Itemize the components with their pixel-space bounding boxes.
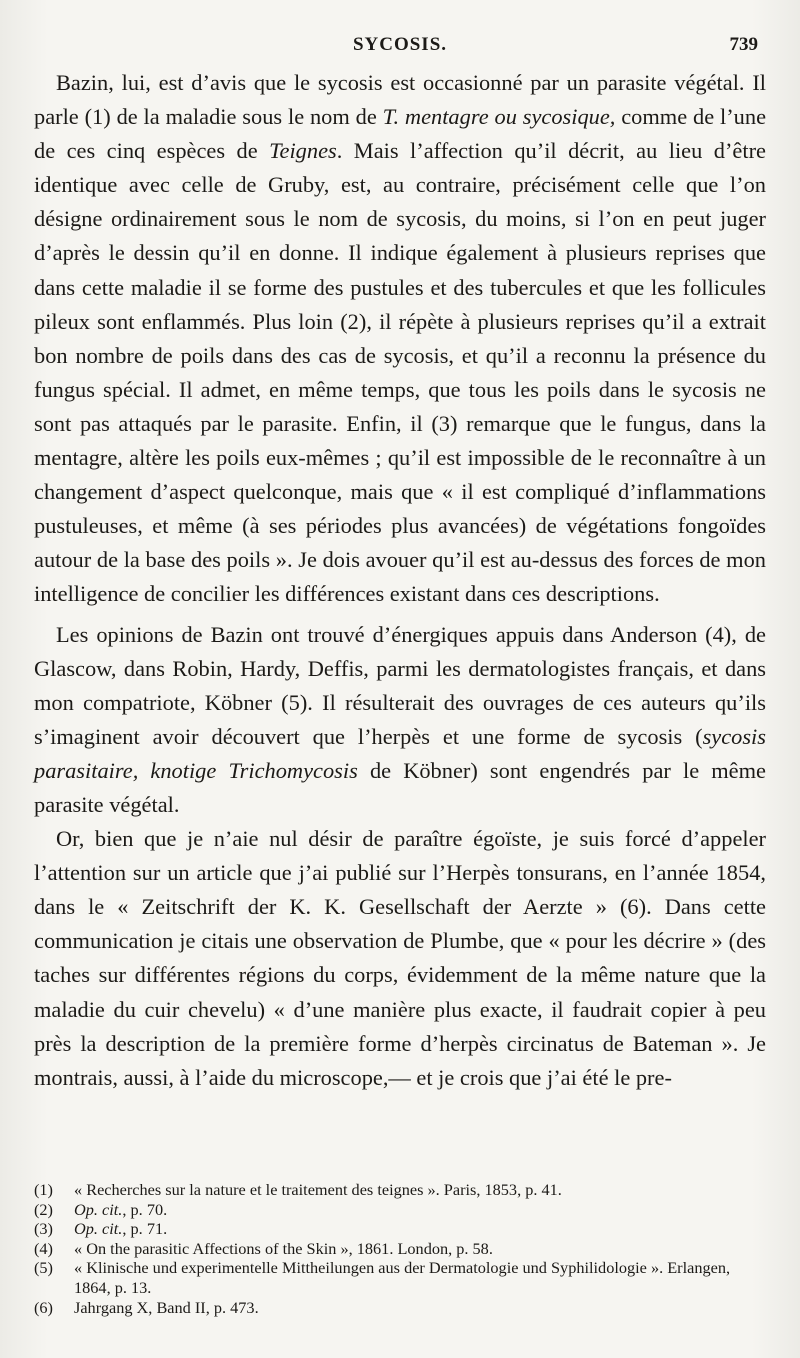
footnote-6-number: (6) [34,1297,53,1317]
paragraph-1-part-2: comme de l’une de ces cinq espèces de [34,104,767,164]
paragraph-2 [34,618,766,823]
footnote-1-number: (1) [34,1180,53,1199]
footnote-1-text: « Recherches sur la nature et le traitement des teignes ». Paris, 1853, p. 41. [74,1180,562,1199]
page-number: 739 [729,34,758,55]
footnote-5 [34,1258,766,1297]
footnote-2 [34,1200,766,1220]
running-title: SYCOSIS. [352,34,448,55]
body-text [34,66,766,1095]
footnote-5-number: (5) [34,1258,53,1278]
paragraph-2-part-1: Les opinions de Bazin ont trouvé d’énergiques appuis dans Anderson (4), de Glascow, dans Robin, Hardy, Deffis, parmi les dermatologistes français, et dans mon compatriote, Köbner (5). Il résulterait des ouvrages de ces auteurs qu’ils s’imaginent avoir découvert que l’herpès et une forme de sycosis ( [34,621,766,749]
footnote-4-text: « On the parasitic Affections of the Skin », 1861. London, p. 58. [74,1238,493,1258]
footnote-5-text: « Klinische und experimentelle Mittheilungen aus der Dermatologie und Syphilidologie ». Erlangen, 1864, p. 13. [74,1258,731,1297]
paragraph-2-italic-1: sycosis parasitaire, knotige Trichomycosis [34,723,766,783]
footnote-4-number: (4) [34,1238,53,1258]
paragraph-1-part-1: Bazin, lui, est d’avis que le sycosis est occasionné par un parasite végétal. Il parle (1) de la maladie sous le nom de [34,70,766,130]
paragraph-1-part-3: . Mais l’affection qu’il décrit, au lieu d’être identique avec celle de Gruby, est, au contraire, précisément celle que l’on désigne ordinairement sous le nom de sycosis, du moins, si l’on en peut juger d’après le dessin qu’il en donne. Il indique également à plusieurs reprises que dans cette maladie il se forme des pustules et des tubercules et que les follicules pileux sont enflammés. Plus loin (2), il répète à plusieurs reprises qu’il a extrait bon nombre de poils dans des cas de sycosis, et qu’il a reconnu la présence du fungus spécial. Il admet, en même temps, que tous les poils dans le sycosis ne sont pas attaqués par le parasite. Enfin, il (3) remarque que le fungus, dans la mentagre, altère les poils eux-mêmes ; qu’il est impossible de le reconnaître à un changement d’aspect quelconque, mais que « il est compliqué d’inflammations pustuleuses, et même (à ses périodes plus avancées) de végétations fongoïdes autour de la base des poils ». Je dois avouer qu’il est au-dessus des forces de mon intelligence de concilier les différences existant dans ces descriptions. [34,138,766,607]
paragraph-1-italic-2: Teignes [269,138,337,164]
paragraph-3-part-1: Or, bien que je n’aie nul désir de paraître égoïste, je suis forcé d’appeler l’attention sur un article que j’ai publié sur l’Herpès tonsurans, en l’année 1854, dans le « Zeitschrift der K. K. Gesellschaft der Aerzte » (6). Dans cette communication je citais une observation de Plumbe, que « pour les décrire » (des taches sur différentes régions du corps, évidemment de la même nature que la maladie du cuir chevelu) « d’une manière plus exacte, il faudrait copier à peu près la description de la première forme d’herpès circinatus de Bateman ». Je montrais, aussi, à l’aide du microscope,— et je crois que j’ai été le pre- [34,826,766,1090]
paragraph-3 [34,822,766,1095]
footnote-2-italic: Op. cit. [74,1199,123,1219]
footnote-3 [34,1219,766,1239]
footnote-2-text: , p. 70. [122,1199,168,1219]
footnote-3-italic: Op. cit. [74,1219,123,1239]
footnote-1 [34,1180,766,1200]
paragraph-2-part-2: de Köbner) sont engendrés par le même parasite végétal. [34,757,766,817]
footnote-2-number: (2) [34,1199,53,1219]
footnote-3-number: (3) [34,1219,53,1239]
footnotes [34,1180,766,1317]
paragraph-1 [34,66,766,612]
footnote-6-text: Jahrgang X, Band II, p. 473. [74,1297,259,1317]
running-head [0,34,800,56]
footnote-3-text: , p. 71. [122,1219,168,1239]
paragraph-1-italic-1: T. mentagre ou sycosique, [382,104,616,130]
footnote-6 [34,1298,766,1318]
footnote-4 [34,1239,766,1259]
